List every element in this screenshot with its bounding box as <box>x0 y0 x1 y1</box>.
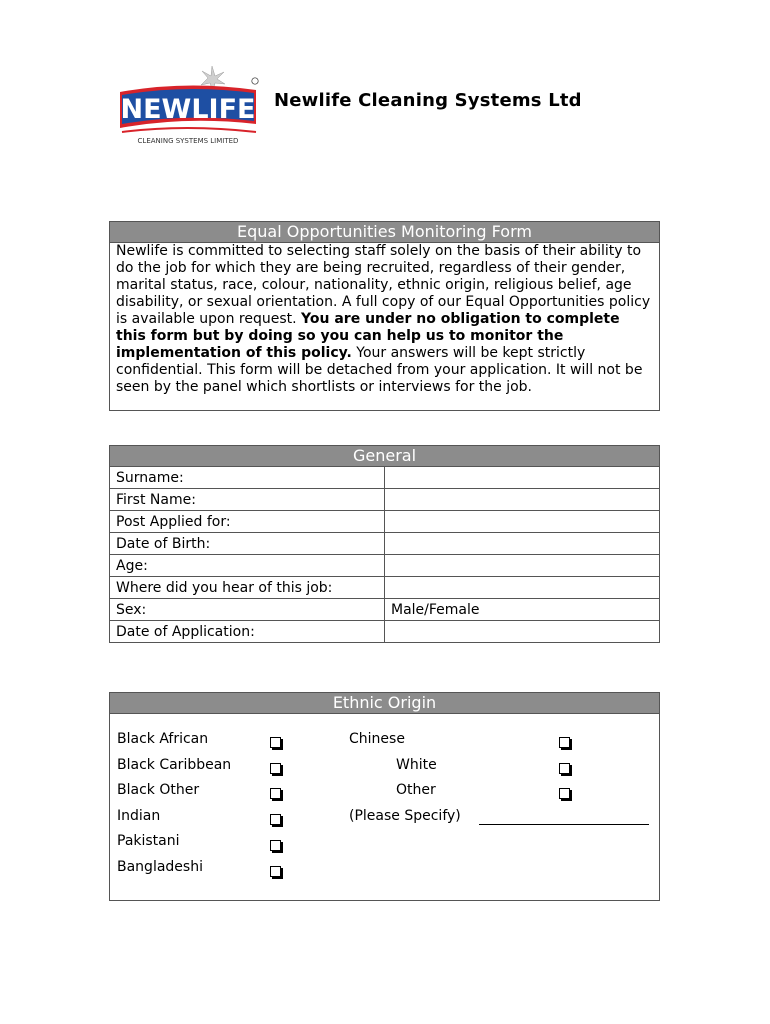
date-of-birth-label: Date of Birth: <box>110 533 385 555</box>
general-section <box>109 445 660 643</box>
option-label-black-other: Black Other <box>117 782 200 798</box>
sex-label: Sex: <box>110 599 385 621</box>
option-label-pakistani: Pakistani <box>117 833 180 849</box>
sex-field[interactable]: Male/Female <box>385 599 660 621</box>
equal-opportunities-section <box>109 221 660 411</box>
age-label: Age: <box>110 555 385 577</box>
please-specify-line[interactable] <box>479 823 649 825</box>
surname-label: Surname: <box>110 467 385 489</box>
job-source-label: Where did you hear of this job: <box>110 577 385 599</box>
post-applied-field[interactable] <box>385 511 660 533</box>
table-row <box>110 599 659 621</box>
company-name: Newlife Cleaning Systems Ltd <box>274 90 582 111</box>
surname-field[interactable] <box>385 467 660 489</box>
black-caribbean-checkbox[interactable] <box>270 763 281 774</box>
table-row <box>110 555 659 577</box>
table-row <box>110 489 659 511</box>
option-label-bangladeshi: Bangladeshi <box>117 859 203 875</box>
date-of-birth-field[interactable] <box>385 533 660 555</box>
black-african-checkbox[interactable] <box>270 737 281 748</box>
option-label-indian: Indian <box>117 808 161 824</box>
table-row <box>110 577 659 599</box>
pakistani-checkbox[interactable] <box>270 840 281 851</box>
other-checkbox[interactable] <box>559 788 570 799</box>
first-name-label: First Name: <box>110 489 385 511</box>
equal-opportunities-title: Equal Opportunities Monitoring Form <box>110 222 659 243</box>
job-source-field[interactable] <box>385 577 660 599</box>
chinese-checkbox[interactable] <box>559 737 570 748</box>
table-row <box>110 621 659 643</box>
intro-tail-text: Your answers will be kept strictly confidential. This form will be detached from your application. It will not be seen by the panel which shortlists or interviews for the job. <box>116 345 643 395</box>
general-table <box>110 467 659 642</box>
indian-checkbox[interactable] <box>270 814 281 825</box>
option-label-black-caribbean: Black Caribbean <box>117 757 232 773</box>
ethnic-origin-section <box>109 692 660 901</box>
intro-paragraph <box>110 243 659 396</box>
intro-bold-text: You are under no obligation to complete this form but by doing so you can help us to monitor the implementation of this policy. <box>116 311 620 361</box>
company-logo <box>116 66 262 146</box>
table-row <box>110 533 659 555</box>
ethnic-origin-title: Ethnic Origin <box>110 693 659 714</box>
option-label-other: Other <box>396 782 436 798</box>
please-specify-label: (Please Specify) <box>349 808 461 824</box>
table-row <box>110 467 659 489</box>
white-checkbox[interactable] <box>559 763 570 774</box>
option-label-white: White <box>396 757 437 773</box>
general-title: General <box>110 446 659 467</box>
date-of-application-field[interactable] <box>385 621 660 643</box>
bangladeshi-checkbox[interactable] <box>270 866 281 877</box>
black-other-checkbox[interactable] <box>270 788 281 799</box>
intro-text: Newlife is committed to selecting staff solely on the basis of their ability to do the job for which they are being recruited, regardless of their gender, marital status, race, colour, nationality, ethnic origin, religious belief, age disability, or sexual orientation. A full copy of our Equal Opportunities policy is available upon request. <box>116 243 651 327</box>
svg-text:NEWLIFE: NEWLIFE <box>120 94 256 125</box>
option-label-black-african: Black African <box>117 731 209 747</box>
date-of-application-label: Date of Application: <box>110 621 385 643</box>
table-row <box>110 511 659 533</box>
option-label-chinese: Chinese <box>349 731 405 747</box>
svg-text:CLEANING SYSTEMS LIMITED: CLEANING SYSTEMS LIMITED <box>137 137 239 145</box>
post-applied-label: Post Applied for: <box>110 511 385 533</box>
first-name-field[interactable] <box>385 489 660 511</box>
age-field[interactable] <box>385 555 660 577</box>
